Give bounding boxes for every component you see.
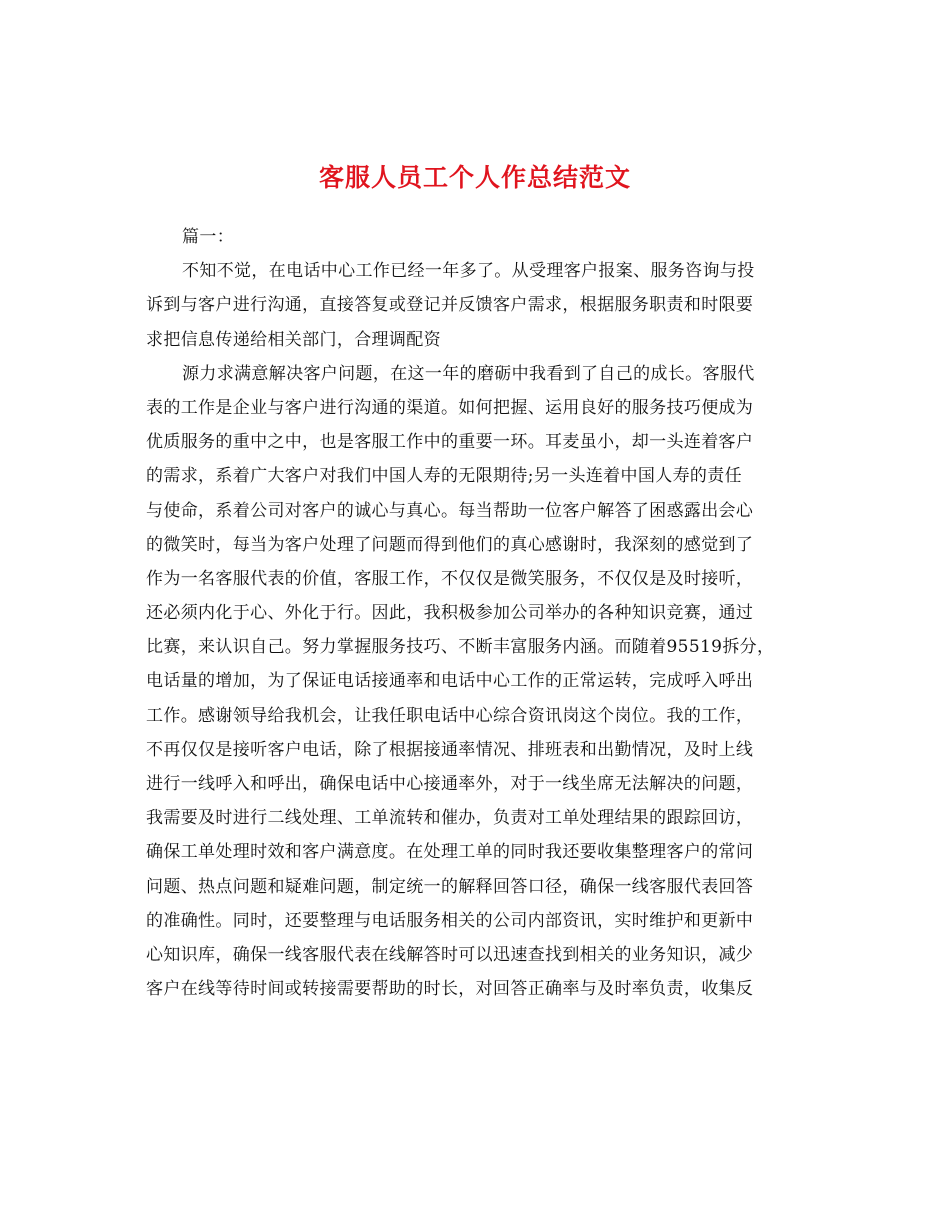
text-line: 诉到与客户进行沟通，直接答复或登记并反馈客户需求，根据服务职责和时限要 <box>146 295 754 316</box>
text-line: 电话量的增加，为了保证电话接通率和电话中心工作的正常运转，完成呼入呼出 <box>146 671 754 692</box>
text-line: 求把信息传递给相关部门，合理调配资 <box>146 329 441 350</box>
text-line: 作为一名客服代表的价值，客服工作，不仅仅是微笑服务，不仅仅是及时接听， <box>146 568 754 589</box>
text-line: 的微笑时，每当为客户处理了问题而得到他们的真心感谢时，我深刻的感觉到了 <box>146 534 754 555</box>
text-line: 表的工作是企业与客户进行沟通的渠道。如何把握、运用良好的服务技巧便成为 <box>146 397 754 418</box>
document-body <box>146 220 810 1006</box>
document-title: 客服人员工个人作总结范文 <box>318 162 631 192</box>
text-line: 工作。感谢领导给我机会，让我任职电话中心综合资讯岗这个岗位。我的工作， <box>146 705 754 726</box>
text-line: 确保工单处理时效和客户满意度。在处理工单的同时我还要收集整理客户的常问 <box>146 842 754 863</box>
text-line: 的准确性。同时，还要整理与电话服务相关的公司内部资讯，实时维护和更新中 <box>146 910 754 931</box>
text-line: 不知不觉，在电话中心工作已经一年多了。从受理客户报案、服务咨询与投 <box>182 261 755 282</box>
text-line: 源力求满意解决客户问题，在这一年的磨砺中我看到了自己的成长。客服代 <box>182 363 755 384</box>
text-line: 我需要及时进行二线处理、工单流转和催办，负责对工单处理结果的跟踪回访， <box>146 808 754 829</box>
text-line: 客户在线等待时间或转接需要帮助的时长，对回答正确率与及时率负责，收集反 <box>146 979 754 1000</box>
text-line: 与使命，系着公司对客户的诚心与真心。每当帮助一位客户解答了困惑露出会心 <box>146 500 754 521</box>
text-line: 心知识库，确保一线客服代表在线解答时可以迅速查找到相关的业务知识，减少 <box>146 944 754 965</box>
text-line: 进行一线呼入和呼出，确保电话中心接通率外，对于一线坐席无法解决的问题， <box>146 774 754 794</box>
text-line: 比赛，来认识自己。努力掌握服务技巧、不断丰富服务内涵。而随着95519拆分， <box>146 637 775 658</box>
text-line: 的需求，系着广大客户对我们中国人寿的无限期待;另一头连着中国人寿的责任 <box>146 466 742 487</box>
text-line: 问题、热点问题和疑难问题，制定统一的解释回答口径，确保一线客服代表回答 <box>146 876 754 897</box>
text-line: 优质服务的重中之中，也是客服工作中的重要一环。耳麦虽小，却一头连着客户 <box>146 432 754 453</box>
text-line: 还必须内化于心、外化于行。因此，我积极参加公司举办的各种知识竞赛，通过 <box>146 603 754 624</box>
text-line: 不再仅仅是接听客户电话，除了根据接通率情况、排班表和出勤情况，及时上线 <box>146 739 754 760</box>
text-line: 篇一： <box>182 227 235 247</box>
